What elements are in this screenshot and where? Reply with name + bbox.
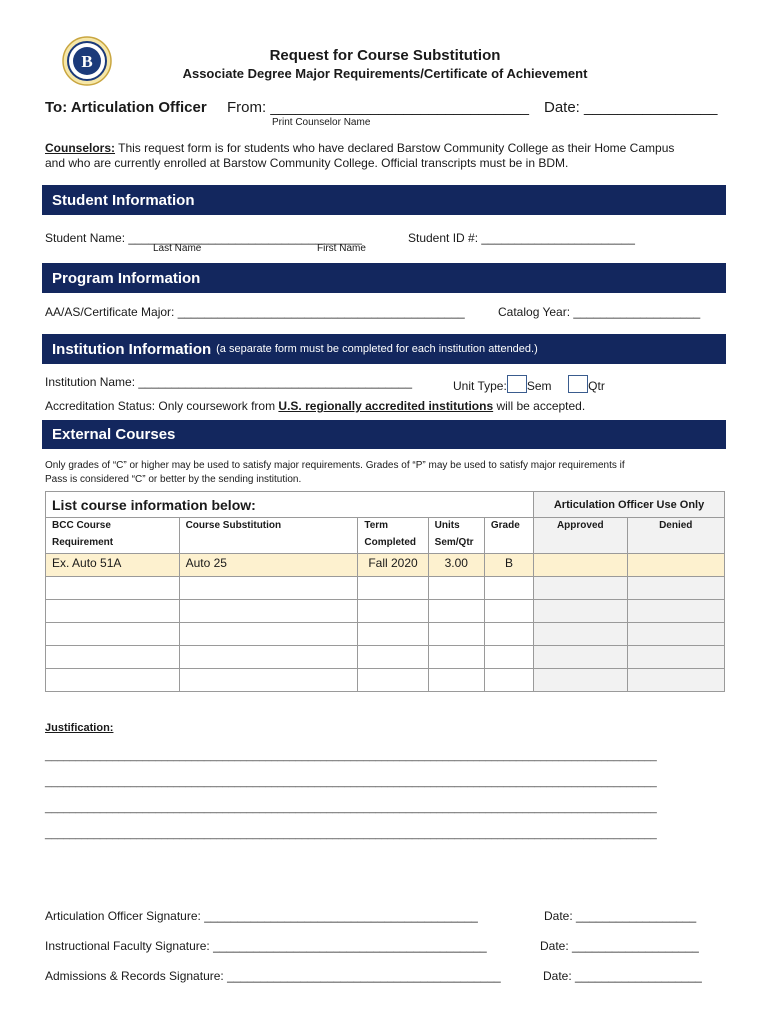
example-term: Fall 2020 — [358, 554, 428, 577]
articulation-use-only-title: Articulation Officer Use Only — [534, 492, 725, 518]
example-row — [46, 554, 725, 577]
institution-information-heading: Institution Information — [52, 340, 212, 358]
approved-cell[interactable] — [534, 669, 627, 692]
denied-cell[interactable] — [627, 669, 725, 692]
external-courses-band — [42, 420, 726, 449]
institution-information-note: (a separate form must be completed for each institution attended.) — [216, 343, 538, 355]
admissions-date-field[interactable]: Date: ___________________ — [543, 969, 702, 983]
date-field[interactable]: Date: ________________ — [544, 99, 718, 116]
substitution-cell[interactable] — [179, 623, 358, 646]
unit-type-label: Unit Type: — [453, 379, 507, 393]
grade-cell[interactable] — [484, 623, 533, 646]
grade-cell[interactable] — [484, 646, 533, 669]
denied-cell[interactable] — [627, 577, 725, 600]
col-bcc-requirement: BCC Course Requirement — [46, 518, 180, 554]
bcc-cell[interactable] — [46, 646, 180, 669]
external-courses-note-2: Pass is considered “C” or better by the sending institution. — [45, 474, 302, 485]
units-cell[interactable] — [428, 577, 484, 600]
print-counselor-caption: Print Counselor Name — [272, 117, 371, 128]
approved-cell[interactable] — [534, 600, 627, 623]
units-cell[interactable] — [428, 600, 484, 623]
example-units: 3.00 — [428, 554, 484, 577]
external-courses-heading: External Courses — [52, 426, 176, 443]
accreditation-emphasis: U.S. regionally accredited institutions — [278, 399, 494, 413]
accreditation-prefix: Accreditation Status: Only coursework from — [45, 399, 279, 413]
student-name-field[interactable]: Student Name: ___________________________________ — [45, 231, 362, 245]
counselors-note-line2: and who are currently enrolled at Barstow Community College. Official transcripts must be in BDM. — [45, 156, 569, 170]
bcc-cell[interactable] — [46, 669, 180, 692]
form-subtitle: Associate Degree Major Requirements/Certificate of Achievement — [182, 66, 588, 81]
col-denied: Denied — [627, 518, 725, 554]
program-information-band — [42, 263, 726, 293]
term-cell[interactable] — [358, 600, 428, 623]
col-approved: Approved — [534, 518, 627, 554]
justification-label: Justification: — [45, 722, 114, 734]
substitution-cell[interactable] — [179, 577, 358, 600]
student-information-band — [42, 185, 726, 215]
grade-cell[interactable] — [484, 577, 533, 600]
faculty-signature-field[interactable]: Instructional Faculty Signature: _________________________________________ — [45, 939, 487, 953]
counselors-text-1: This request form is for students who have declared Barstow Community College as their Home Campus — [115, 141, 675, 155]
sem-label: Sem — [526, 379, 552, 393]
justification-line-1[interactable]: ____________________________________________________________________________________________________ — [45, 750, 657, 762]
grade-cell[interactable] — [484, 600, 533, 623]
student-id-field[interactable]: Student ID #: _______________________ — [408, 231, 635, 245]
institution-name-field[interactable]: Institution Name: _________________________________________ — [45, 375, 413, 389]
articulation-date-field[interactable]: Date: __________________ — [544, 909, 697, 923]
term-cell[interactable] — [358, 577, 428, 600]
col-units: Units Sem/Qtr — [428, 518, 484, 554]
substitution-cell[interactable] — [179, 600, 358, 623]
justification-line-3[interactable]: ____________________________________________________________________________________________________ — [45, 802, 657, 814]
counselors-label: Counselors: — [45, 141, 116, 155]
example-approved — [534, 554, 627, 577]
term-cell[interactable] — [358, 623, 428, 646]
svg-text:B: B — [81, 52, 93, 71]
to-articulation-officer: To: Articulation Officer — [45, 99, 207, 116]
justification-line-2[interactable]: ____________________________________________________________________________________________________ — [45, 776, 657, 788]
table-row — [46, 669, 725, 692]
admissions-signature-field[interactable]: Admissions & Records Signature: _________________________________________ — [45, 969, 501, 983]
denied-cell[interactable] — [627, 623, 725, 646]
last-name-caption: Last Name — [153, 243, 202, 254]
counselors-note-line1 — [45, 141, 674, 155]
col-course-substitution: Course Substitution — [179, 518, 358, 554]
units-cell[interactable] — [428, 623, 484, 646]
first-name-caption: First Name — [317, 243, 366, 254]
institution-information-band — [42, 334, 726, 364]
term-cell[interactable] — [358, 646, 428, 669]
table-row — [46, 646, 725, 669]
table-row — [46, 600, 725, 623]
qtr-checkbox[interactable] — [568, 375, 588, 393]
units-cell[interactable] — [428, 669, 484, 692]
faculty-date-field[interactable]: Date: ___________________ — [540, 939, 699, 953]
col-grade: Grade — [484, 518, 533, 554]
approved-cell[interactable] — [534, 623, 627, 646]
term-cell[interactable] — [358, 669, 428, 692]
example-bcc: Ex. Auto 51A — [46, 554, 180, 577]
example-substitution: Auto 25 — [179, 554, 358, 577]
table-row — [46, 577, 725, 600]
bcc-cell[interactable] — [46, 577, 180, 600]
example-denied — [627, 554, 725, 577]
substitution-cell[interactable] — [179, 669, 358, 692]
unit-type-group — [453, 375, 605, 393]
catalog-year-field[interactable]: Catalog Year: ___________________ — [498, 305, 701, 319]
from-counselor-field[interactable]: From: _______________________________ — [227, 99, 529, 116]
bcc-cell[interactable] — [46, 623, 180, 646]
accreditation-suffix: will be accepted. — [493, 399, 586, 413]
major-field[interactable]: AA/AS/Certificate Major: ___________________________________________ — [45, 305, 465, 319]
articulation-signature-field[interactable]: Articulation Officer Signature: _________________________________________ — [45, 909, 478, 923]
bcc-cell[interactable] — [46, 600, 180, 623]
table-row — [46, 623, 725, 646]
substitution-cell[interactable] — [179, 646, 358, 669]
list-course-title: List course information below: — [46, 492, 534, 518]
units-cell[interactable] — [428, 646, 484, 669]
student-information-heading: Student Information — [52, 191, 195, 209]
external-courses-note-1: Only grades of “C” or higher may be used to satisfy major requirements. Grades of “P” may be used to satisfy major requirements if — [45, 460, 625, 471]
grade-cell[interactable] — [484, 669, 533, 692]
sem-checkbox[interactable] — [507, 375, 527, 393]
denied-cell[interactable] — [627, 646, 725, 669]
col-term-completed: Term Completed — [358, 518, 428, 554]
approved-cell[interactable] — [534, 646, 627, 669]
justification-line-4[interactable]: ____________________________________________________________________________________________________ — [45, 828, 657, 840]
qtr-label: Qtr — [588, 379, 605, 393]
program-information-heading: Program Information — [52, 269, 201, 287]
form-title: Request for Course Substitution — [269, 47, 501, 64]
approved-cell[interactable] — [534, 577, 627, 600]
denied-cell[interactable] — [627, 600, 725, 623]
example-grade: B — [484, 554, 533, 577]
accreditation-status — [45, 399, 585, 413]
course-table — [45, 491, 725, 692]
